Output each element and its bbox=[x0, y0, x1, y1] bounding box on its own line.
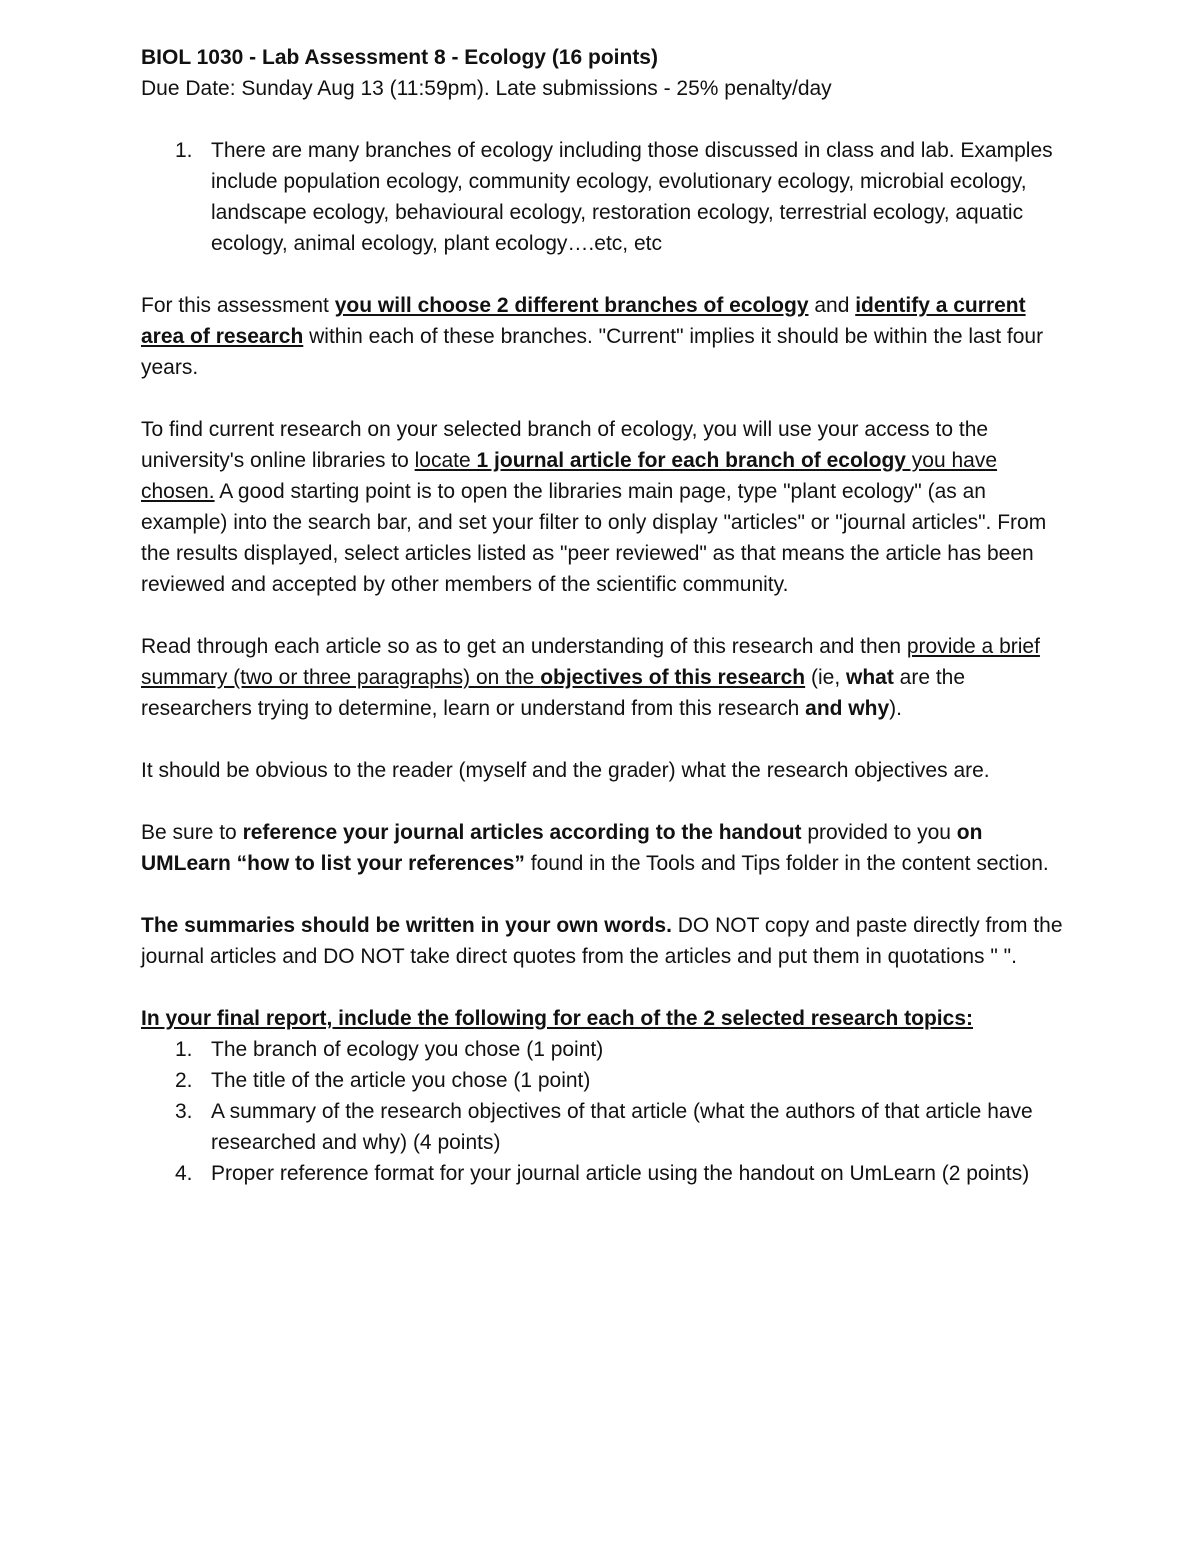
bold-text: The summaries should be written in your own words. bbox=[141, 914, 672, 937]
text-run: (ie, bbox=[805, 666, 846, 689]
text-run: provided to you bbox=[801, 821, 957, 844]
underlined-text: locate bbox=[414, 449, 477, 472]
intro-list bbox=[141, 135, 1070, 259]
list-item-text: The title of the article you chose (1 point) bbox=[211, 1069, 591, 1092]
paragraph-reference bbox=[141, 817, 1070, 879]
spacer bbox=[141, 972, 1070, 1003]
list-item-number: 3. bbox=[175, 1100, 193, 1123]
bold-text: reference your journal articles according to the handout bbox=[242, 821, 802, 844]
list-item-number: 2. bbox=[175, 1069, 193, 1092]
spacer bbox=[141, 786, 1070, 817]
emphasis-choose-branches: you will choose 2 different branches of ecology bbox=[334, 294, 809, 317]
text-run: DO NOT copy and paste directly from the journal articles and DO NOT take direct quotes from the articles and put them in quotations " ". bbox=[141, 914, 1063, 968]
paragraph-own-words bbox=[141, 910, 1070, 972]
list-item-number: 1. bbox=[175, 1038, 193, 1061]
list-item bbox=[141, 1034, 1070, 1065]
underlined-text: you have chosen. bbox=[141, 449, 998, 503]
underlined-text: provide a brief summary (two or three paragraphs) on the bbox=[141, 635, 1040, 689]
bold-text: what bbox=[845, 666, 894, 689]
list-item-number: 1. bbox=[175, 139, 193, 162]
spacer bbox=[141, 259, 1070, 290]
list-item-text: There are many branches of ecology including those discussed in class and lab. Examples include population ecology, community ecology, evolutionary ecology, microbial ecology, landscape ecology, behavioural ecology, restoration ecology, terrestrial ecology, aquatic ecology, animal ecology, plant ecology….etc, etc bbox=[211, 139, 1053, 255]
text-run: A good starting point is to open the libraries main page, type "plant ecology" (as an example) into the search bar, and set your filter to only display "articles" or "journal articles". From the results displayed, select articles listed as "peer reviewed" as that means the article has been reviewed and accepted by other members of the scientific community. bbox=[141, 480, 1047, 596]
list-item bbox=[141, 135, 1070, 259]
text-run: ). bbox=[889, 697, 902, 720]
list-item bbox=[141, 1096, 1070, 1158]
paragraph-obvious: It should be obvious to the reader (myself and the grader) what the research objectives are. bbox=[141, 759, 990, 782]
paragraph-read-articles bbox=[141, 631, 1070, 724]
list-item bbox=[141, 1158, 1070, 1189]
paragraph-find-research bbox=[141, 414, 1070, 600]
text-run: Read through each article so as to get an understanding of this research and then bbox=[141, 635, 907, 658]
text-run: within each of these branches. "Current" implies it should be within the last four years. bbox=[141, 325, 1044, 379]
bold-text: on UMLearn “how to list your references” bbox=[141, 821, 983, 875]
spacer bbox=[141, 383, 1070, 414]
emphasis-objectives: objectives of this research bbox=[540, 666, 806, 689]
final-report-heading: In your final report, include the following for each of the 2 selected research topics: bbox=[141, 1007, 973, 1030]
spacer bbox=[141, 104, 1070, 135]
final-report-list bbox=[141, 1034, 1070, 1189]
list-item-text: The branch of ecology you chose (1 point) bbox=[211, 1038, 604, 1061]
list-item bbox=[141, 1065, 1070, 1096]
text-run: To find current research on your selected branch of ecology, you will use your access to the university's online libraries to bbox=[141, 418, 989, 472]
spacer bbox=[141, 879, 1070, 910]
bold-text: and why bbox=[805, 697, 890, 720]
text-run: Be sure to bbox=[141, 821, 243, 844]
text-run: are the researchers trying to determine, learn or understand from this research bbox=[141, 666, 966, 720]
spacer bbox=[141, 600, 1070, 631]
document-title: BIOL 1030 - Lab Assessment 8 - Ecology (16 points) bbox=[141, 46, 658, 69]
list-item-text: Proper reference format for your journal article using the handout on UmLearn (2 points) bbox=[211, 1162, 1030, 1185]
paragraph-choose-branches bbox=[141, 290, 1070, 383]
spacer bbox=[141, 724, 1070, 755]
due-date: Due Date: Sunday Aug 13 (11:59pm). Late submissions - 25% penalty/day bbox=[141, 77, 832, 100]
list-item-number: 4. bbox=[175, 1162, 193, 1185]
text-run: found in the Tools and Tips folder in the content section. bbox=[524, 852, 1049, 875]
emphasis-identify-research: identify a current area of research bbox=[141, 294, 1026, 348]
list-item-text: A summary of the research objectives of that article (what the authors of that article have researched and why) (4 points) bbox=[211, 1100, 1033, 1154]
text-run: and bbox=[808, 294, 856, 317]
text-run: For this assessment bbox=[141, 294, 335, 317]
emphasis-one-article: 1 journal article for each branch of ecology bbox=[476, 449, 906, 472]
